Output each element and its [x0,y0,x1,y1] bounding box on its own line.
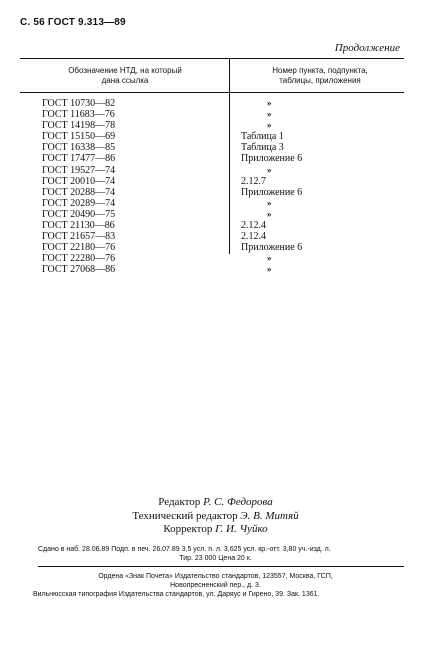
table-row-item: 2.12.7 [241,175,266,187]
continued-label: Продолжение [334,42,400,54]
table-row-ref: ГОСТ 21657—83 [42,231,116,243]
imprint-line-5: Вильнюсская типография Издательства стандартов, ул. Даряус и Гирено, 39. Зак. 1361. [33,591,320,598]
table-row-ref: ГОСТ 15150—69 [42,131,116,143]
table-row-item: » [267,197,272,208]
table-row-ref: ГОСТ 16338—85 [42,142,116,154]
table-row-item: » [267,208,272,219]
column-header-reference: Обозначение НТД, на который дана ссылка [68,66,182,85]
table-row-ref: ГОСТ 20288—74 [42,186,116,198]
table-header-rule [20,92,404,93]
imprint-line-2: Тир. 23 000 Цена 20 к. [179,555,252,562]
table-row-ref: ГОСТ 20010—74 [42,175,116,187]
item-column [241,98,302,276]
table-row-item: Таблица 1 [241,131,284,143]
imprint-divider [38,566,404,567]
table-row-item: » [267,264,272,275]
table-row-item: » [267,253,272,264]
table-row-ref: ГОСТ 22280—76 [42,253,116,265]
table-row-item: 2.12.4 [241,220,266,232]
table-row-ref: ГОСТ 14198—78 [42,120,116,132]
editor-line: Редактор Р. С. Федорова [158,496,273,508]
tech-editor-line: Технический редактор Э. В. Митяй [132,509,299,522]
table-row-item: » [267,120,272,131]
table-row-ref: ГОСТ 17477—86 [42,153,116,165]
table-row-ref: ГОСТ 19527—74 [42,164,116,176]
table-top-rule [20,58,404,59]
table-row-ref: ГОСТ 11683—76 [42,109,115,121]
table-column-divider [229,58,230,254]
table-row-item: Приложение 6 [241,153,303,165]
table-row-ref: ГОСТ 21130—86 [42,220,115,232]
table-row-item: » [267,109,272,120]
table-row-ref: ГОСТ 20490—75 [42,208,116,220]
table-row-item: 2.12.4 [241,231,266,243]
table-row-ref: ГОСТ 20289—74 [42,197,116,209]
table-row-item: Приложение 6 [241,242,303,254]
table-row-item: Приложение 6 [241,186,303,198]
reference-column [42,98,115,276]
table-row-item: » [267,164,272,175]
table-row-ref: ГОСТ 10730—82 [42,98,116,109]
corrector-line: Корректор Г. И. Чуйко [163,523,268,535]
staff-credits [0,496,431,537]
table-row-ref: ГОСТ 22180—76 [42,242,116,254]
imprint-line-1: Сдано в наб. 28.06.89 Подп. в печ. 26.07.89 3,5 усл. п. л. 3,625 усл. кр.-отт. 3,80 уч.-изд. л. [38,546,331,553]
table-row-ref: ГОСТ 27068—86 [42,264,116,276]
imprint-line-4: Новопресненский пер., д. 3. [170,582,261,589]
table-row-item: Таблица 3 [241,142,284,154]
imprint-line-3: Ордена «Знак Почета» Издательство стандартов, 123557, Москва, ГСП, [98,573,333,580]
column-header-item: Номер пункта, подпункта, таблицы, приложения [272,66,368,85]
table-row-item: » [267,98,272,108]
page-header: С. 56 ГОСТ 9.313—89 [20,17,126,28]
